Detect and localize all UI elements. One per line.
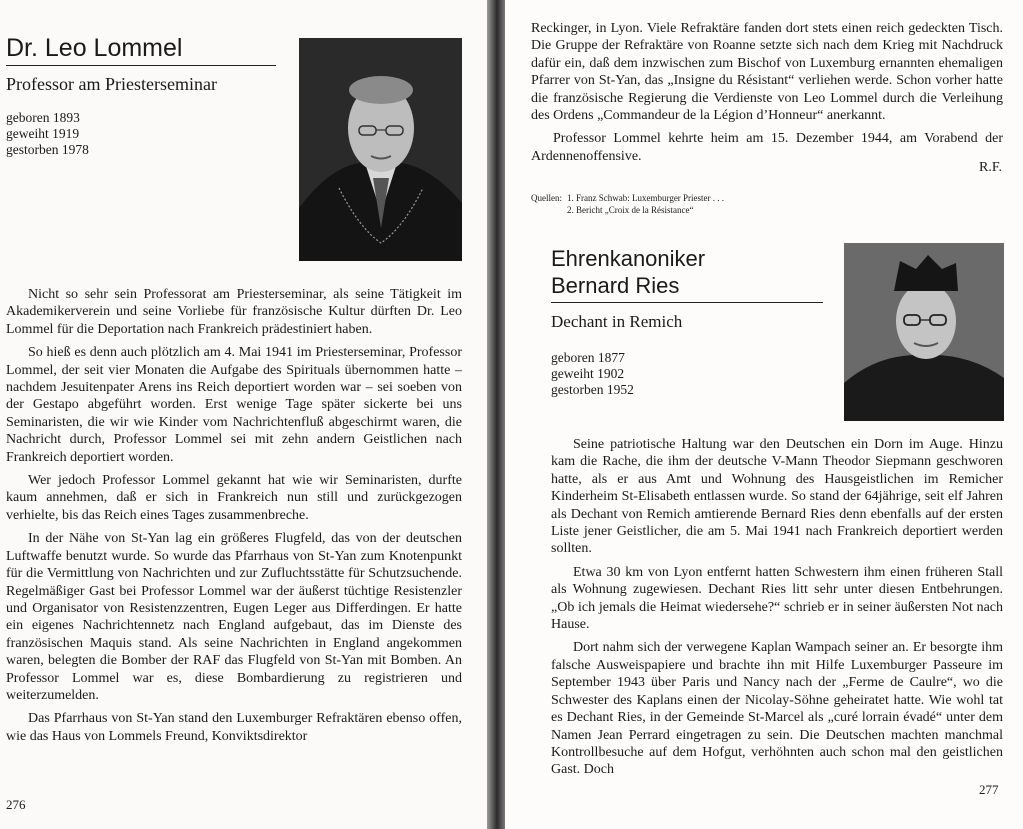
left-paragraph-4: In der Nähe von St-Yan lag ein größeres Flugfeld, das von der deutschen Luftwaffe benutzt wurde. So wurde das Pfarrhaus von St-Yan zum Knotenpunkt für die Vermittlung von Nachrichten und zur Zufluchtsstätte für Schutzsuchende. Regelmäßiger Gast bei Professor Lommel war der äußerst tüchtige Resistenzler und Organisator von Resistenzzentren, Eugen Leger aus Differdingen. Er hatte ein eigenes Nachrichtennetz nach England aufgebaut, das im Dienste des französischen Maquis stand. Als seine Nachrichten in England angekommen waren, belegten die Bomber der RAF das Flugfeld von St-Yan mit Bomben. An Professor Lommel war es, diese Bombardierung zu registrieren und weiterzumelden.	[6, 531, 462, 703]
author-signature: R.F.	[979, 160, 1003, 175]
right-dates	[551, 350, 634, 398]
sources-label: Quellen:	[531, 193, 562, 203]
left-subtitle: Professor am Priesterseminar	[6, 74, 217, 94]
right-date-born: geboren 1877	[551, 350, 625, 365]
right-page-number: 277	[979, 782, 999, 797]
right-subtitle: Dechant in Remich	[551, 312, 683, 331]
left-date-born: geboren 1893	[6, 110, 80, 125]
left-title-rule	[6, 65, 276, 66]
right-paragraph-3: Dort nahm sich der verwegene Kaplan Wampach seiner an. Er besorgte ihm falsche Ausweispapiere und brachte ihn mit Hilfe Luxemburger Passeure im September 1943 über Paris und Nancy nach der „Ferme de Caulre“, wo die Schwester des Kaplans einen der Nicolay-Söhne geheiratet hatte. Wie wohl tat es Dechant Ries, in der Gemeinde St-Marcel als „curé lorrain évadé“ unter dem Namen Jean Perrard eingetragen zu sein. Die Deutschen machten manchmal Kontrollbesuche auf dem Hofgut, verhöhnten auch schon mal den geistlichen Gast. Doch	[551, 640, 1003, 778]
left-title: Dr. Leo Lommel	[6, 34, 183, 62]
left-paragraph-1: Nicht so sehr sein Professorat am Priesterseminar, als seine Tätigkeit im Akademikerverein und seine Vorliebe für französische Kultur dürften Dr. Leo Lommel für die Deportation nach Frankreich prädestiniert haben.	[6, 287, 462, 337]
right-date-died: gestorben 1952	[551, 382, 634, 397]
right-title-rule	[551, 302, 823, 303]
right-date-ordained: geweiht 1902	[551, 366, 625, 381]
portrait-bernard-ries	[844, 243, 1004, 421]
right-title	[551, 245, 705, 299]
right-top-paragraph-2: Professor Lommel kehrte heim am 15. Dezember 1944, am Vorabend der Ardennenoffensive.	[531, 131, 1003, 164]
left-paragraph-3: Wer jedoch Professor Lommel gekannt hat wie wir Seminaristen, durfte kaum annehmen, daß er sich in Frankreich nun still und zurückgezogen verhielte, bis das Reich eines Tages zusammenbreche.	[6, 473, 462, 523]
right-top-paragraph-1: Reckinger, in Lyon. Viele Refraktäre fanden dort stets einen reich gedeckten Tisch. Die Gruppe der Refraktäre von Roanne setzte sich nach dem Krieg mit Nachdruck dafür ein, daß dem inzwischen zum Bischof von Luxemburg ernannten ehemaligen Pfarrer von St-Yan, das „Insigne du Résistant“ verliehen werde. Schon vorher hatte die französische Regierung die Verdienste von Leo Lommel durch die Verleihung des Ordens „Commandeur de la Légion d’Honneur“ anerkannt.	[531, 21, 1003, 124]
portrait-leo-lommel	[299, 38, 462, 261]
portrait-bernard-ries-image	[844, 243, 1004, 421]
right-body-text	[551, 436, 1003, 785]
right-title-line-1: Ehrenkanoniker	[551, 246, 706, 271]
right-paragraph-1: Seine patriotische Haltung war den Deutschen ein Dorn im Auge. Hinzu kam die Rache, die ihm der deutsche V-Mann Theodor Siepmann geschworen hatte, als er aus Amt und Wohnung des Hausgeistlichen im Remicher Kinderheim St-Elisabeth entlassen wurde. So stand der 64jährige, seit elf Jahren als Dechant von Remich amtierende Bernard Ries denn ebenfalls auf der ersten Liste jener Geistlicher, die am 5. Mai 1941 nach Frankreich deportiert werden sollten.	[551, 437, 1003, 557]
sources-block	[531, 192, 725, 215]
left-body-text	[6, 286, 462, 751]
right-page	[505, 0, 1023, 829]
right-paragraph-2: Etwa 30 km von Lyon entfernt hatten Schwestern ihm einen früheren Stall als Wohnung zugewiesen. Dechant Ries litt sehr unter diesen Entbehrungen. „Ob ich jemals die Heimat wiedersehe?“ schrieb er in seiner äußersten Not nach Hause.	[551, 564, 1003, 633]
left-paragraph-2: So hieß es denn auch plötzlich am 4. Mai 1941 im Priesterseminar, Professor Lommel, der seit vier Monaten die Aufgabe des Spirituals übernommen hatte – nachdem Jesuitenpater Arens ins Reich deportiert worden war – sei soeben von der Gestapo abgeführt worden. Erst wenige Tage später sickerte bei uns Seminaristen, die wir wie Kinder vom Nachrichtenfluß abgeschirmt waren, die Nachricht durch, Professor Lommel sei mit zehn andern Geistlichen nach Frankreich deportiert worden.	[6, 345, 462, 465]
left-paragraph-5: Das Pfarrhaus von St-Yan stand den Luxemburger Refraktären ebenso offen, wie das Haus von Lommels Freund, Konviktsdirektor	[6, 711, 462, 744]
source-item-1: 1. Franz Schwab: Luxemburger Priester . . .	[567, 193, 725, 203]
left-page	[0, 0, 487, 829]
book-gutter	[487, 0, 505, 829]
portrait-leo-lommel-image	[299, 38, 462, 261]
right-top-text	[531, 20, 1003, 165]
source-item-2: 2. Bericht „Croix de la Résistance“	[567, 205, 694, 215]
left-dates	[6, 110, 89, 158]
right-title-line-2: Bernard Ries	[551, 273, 680, 298]
left-date-died: gestorben 1978	[6, 142, 89, 157]
left-date-ordained: geweiht 1919	[6, 126, 80, 141]
left-page-number: 276	[6, 797, 26, 812]
